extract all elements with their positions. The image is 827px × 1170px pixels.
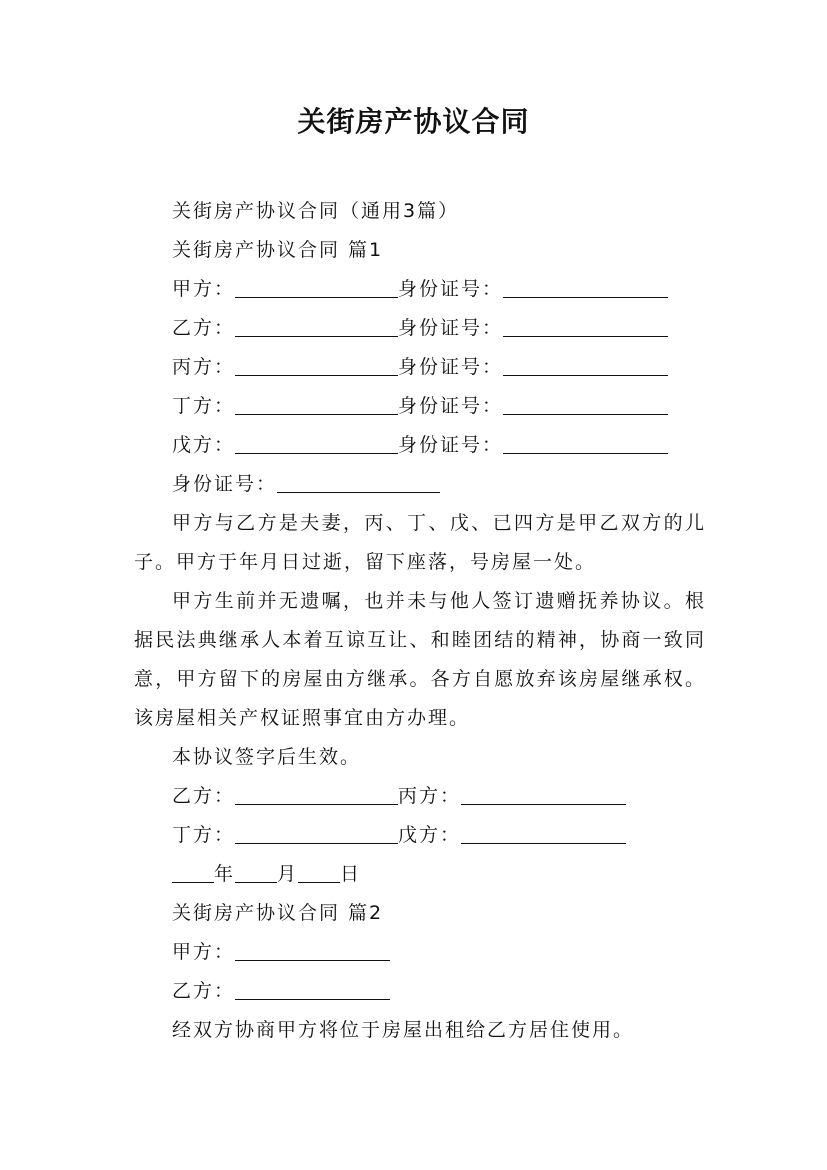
year-blank — [172, 862, 214, 883]
party-e-id-blank — [503, 433, 668, 454]
signature-row-1 — [172, 784, 626, 808]
party-d-id-label: 身份证号： — [398, 395, 504, 417]
month-label: 月 — [277, 863, 299, 885]
month-blank — [235, 862, 277, 883]
part2-party-b-blank — [235, 979, 390, 1000]
party-c-id-label: 身份证号： — [398, 356, 504, 378]
party-a-row — [172, 277, 668, 301]
party-c-id-blank — [503, 355, 668, 376]
day-label: 日 — [340, 863, 362, 885]
sign-e-label: 戊方： — [398, 824, 462, 846]
party-d-label: 丁方： — [172, 395, 236, 417]
extra-id-label: 身份证号： — [172, 473, 278, 495]
extra-id-row — [172, 472, 440, 496]
sign-d-blank — [235, 823, 398, 844]
part2-party-b-row — [172, 979, 390, 1003]
party-e-label: 戊方： — [172, 434, 236, 456]
party-a-id-label: 身份证号： — [398, 278, 504, 300]
document-title: 关街房产协议合同 — [297, 105, 530, 138]
part1-paragraph-1: 甲方与乙方是夫妻，丙、丁、戊、已四方是甲乙双方的儿子。甲方于年月日过逝，留下座落，号房屋一处。 — [134, 512, 706, 573]
part2-party-a-row — [172, 940, 390, 964]
party-e-name-blank — [235, 433, 398, 454]
party-b-id-blank — [503, 316, 668, 337]
party-a-id-blank — [503, 277, 668, 298]
sign-c-label: 丙方： — [398, 785, 462, 807]
party-c-label: 丙方： — [172, 356, 236, 378]
party-e-row — [172, 433, 668, 457]
party-a-name-blank — [235, 277, 398, 298]
party-c-row — [172, 355, 668, 379]
part2-party-a-label: 甲方： — [172, 941, 236, 963]
sign-b-blank — [235, 784, 398, 805]
year-label: 年 — [214, 863, 236, 885]
party-d-name-blank — [235, 394, 398, 415]
part1-heading: 关街房产协议合同 篇1 — [172, 239, 384, 261]
party-e-id-label: 身份证号： — [398, 434, 504, 456]
part2-heading: 关街房产协议合同 篇2 — [172, 902, 384, 924]
sign-c-blank — [461, 784, 626, 805]
day-blank — [298, 862, 340, 883]
party-b-label: 乙方： — [172, 317, 236, 339]
extra-id-blank — [277, 472, 440, 493]
part2-party-a-blank — [235, 940, 390, 961]
party-d-row — [172, 394, 668, 418]
date-row — [172, 862, 361, 886]
document-subtitle: 关街房产协议合同（通用3篇） — [172, 200, 460, 222]
party-b-name-blank — [235, 316, 398, 337]
sign-d-label: 丁方： — [172, 824, 236, 846]
part2-paragraph-1: 经双方协商甲方将位于房屋出租给乙方居住使用。 — [172, 1019, 635, 1041]
party-b-row — [172, 316, 668, 340]
signature-row-2 — [172, 823, 626, 847]
party-b-id-label: 身份证号： — [398, 317, 504, 339]
part1-paragraph-2: 甲方生前并无遗嘱，也并未与他人签订遗赠抚养协议。根据民法典继承人本着互谅互让、和睦团结的精神，协商一致同意，甲方留下的房屋由方继承。各方自愿放弃该房屋继承权。该房屋相关产权证照事宜由方办理。 — [134, 590, 706, 729]
sign-e-blank — [461, 823, 626, 844]
sign-b-label: 乙方： — [172, 785, 236, 807]
party-a-label: 甲方： — [172, 278, 236, 300]
part2-party-b-label: 乙方： — [172, 980, 236, 1002]
effective-clause: 本协议签字后生效。 — [172, 746, 362, 768]
party-d-id-blank — [503, 394, 668, 415]
party-c-name-blank — [235, 355, 398, 376]
